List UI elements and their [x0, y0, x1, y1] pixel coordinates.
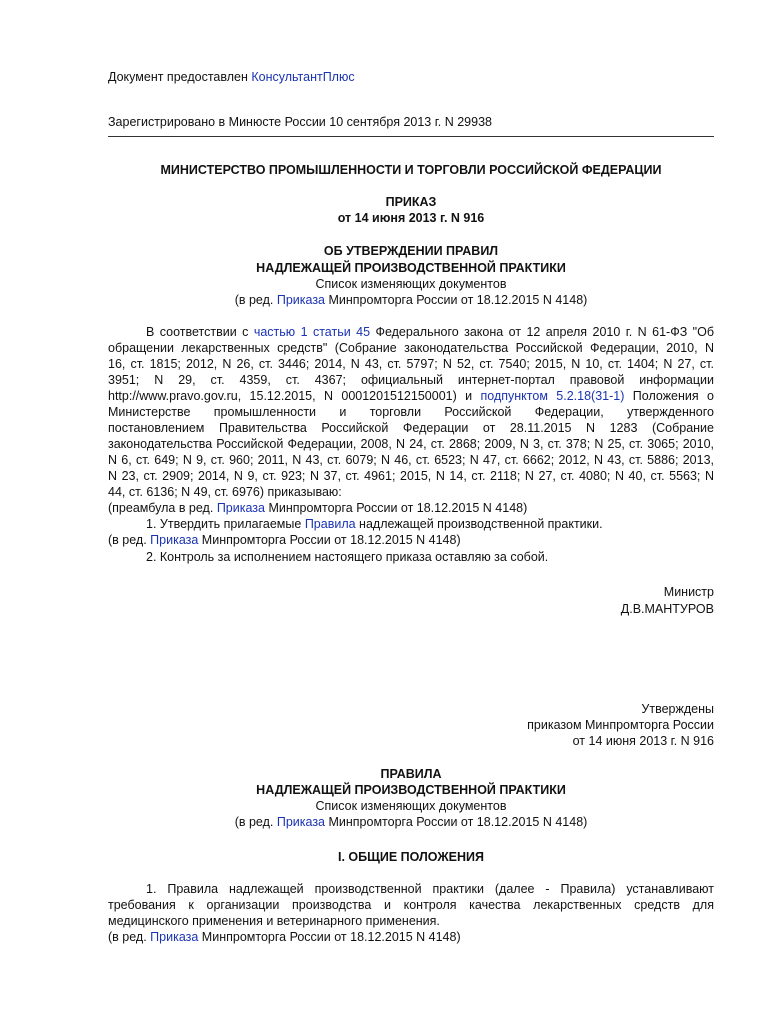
changes-list-label: Список изменяющих документов — [315, 277, 507, 291]
rules-title-line1: ПРАВИЛА — [380, 767, 442, 781]
item-text: надлежащей производственной практики. — [355, 517, 603, 531]
preamble-text: Положения о — [624, 389, 714, 403]
preamble-line-6: Министерстве промышленности и торговли Российской Федерации, утвержденного — [108, 405, 714, 419]
note-suffix: Минпромторга России от 18.12.2015 N 4148) — [264, 501, 528, 515]
rules-title-line2: НАДЛЕЖАЩЕЙ ПРОИЗВОДСТВЕННОЙ ПРАКТИКИ — [256, 783, 566, 797]
preamble-text: http://www.pravo.gov.ru, 15.12.2015, N 0001201512150001) и — [108, 389, 481, 403]
order-title-line2: НАДЛЕЖАЩЕЙ ПРОИЗВОДСТВЕННОЙ ПРАКТИКИ — [256, 261, 566, 275]
order-4148-link[interactable]: Приказа — [276, 293, 326, 307]
note-prefix: (в ред. — [108, 930, 151, 944]
rules-changes-label: Список изменяющих документов — [315, 799, 507, 813]
section-heading: I. ОБЩИЕ ПОЛОЖЕНИЯ — [337, 850, 484, 864]
item-2: 2. Контроль за исполнением настоящего приказа оставляю за собой. — [146, 550, 549, 564]
note-suffix: Минпромторга России от 18.12.2015 N 4148) — [325, 815, 588, 829]
provided-by-text: Документ предоставлен — [108, 70, 252, 84]
preamble-line-4: 3951; N 29, ст. 4359, ст. 4367; официальный интернет-портал правовой информации — [108, 373, 714, 387]
changes-note — [108, 292, 714, 308]
rules-p1-line-3: медицинского применения и ветеринарного применения. — [108, 914, 440, 928]
header-divider — [108, 136, 714, 137]
item-1-order-link[interactable]: Приказа — [150, 533, 199, 547]
rules-order-link[interactable]: Приказа — [276, 815, 326, 829]
preamble-text: В соответствии с — [146, 325, 254, 339]
preamble-note — [108, 500, 714, 516]
note-suffix: Минпромторга России от 18.12.2015 N 4148) — [198, 533, 461, 547]
preamble-line-11: 44, ст. 6136; N 49, ст. 6976) приказываю: — [108, 485, 342, 499]
preamble-line-5 — [108, 388, 714, 404]
note-prefix: (преамбула в ред. — [108, 501, 217, 515]
preamble-line-3: 16, ст. 1815; 2012, N 26, ст. 3446; 2014, N 43, ст. 5797; N 52, ст. 7540; 2015, N 10, ст. 1404; N 27, ст. — [108, 357, 714, 371]
preamble-order-link[interactable]: Приказа — [216, 501, 265, 515]
order-date: от 14 июня 2013 г. N 916 — [337, 211, 485, 225]
subclause-link[interactable]: подпунктом 5.2.18(31-1) — [480, 389, 625, 403]
order-title-line1: ОБ УТВЕРЖДЕНИИ ПРАВИЛ — [323, 244, 499, 258]
preamble-line-10: N 23, ст. 2909; 2014, N 9, ст. 923; N 37, ст. 4961; 2015, N 14, ст. 2118; N 27, ст. 4080; N 40, ст. 5563; N — [108, 469, 714, 483]
preamble-line-8: законодательства Российской Федерации, 2008, N 24, ст. 2868; 2009, N 3, ст. 378; N 25, ст. 3065; 2010, — [108, 437, 714, 451]
approval-line-3: от 14 июня 2013 г. N 916 — [572, 734, 714, 748]
note-prefix: (в ред. — [108, 533, 151, 547]
item-1-note — [108, 532, 714, 548]
note-suffix: Минпромторга России от 18.12.2015 N 4148) — [198, 930, 461, 944]
consultant-plus-link[interactable]: КонсультантПлюс — [251, 70, 355, 84]
order-type: ПРИКАЗ — [385, 195, 437, 209]
preamble-line-7: постановлением Правительства Российской Федерации от 28.11.2015 N 1283 (Собрание — [108, 421, 714, 435]
signer-role: Министр — [663, 585, 714, 599]
changes-note-prefix: (в ред. — [234, 293, 277, 307]
approval-line-2: приказом Минпромторга России — [527, 718, 714, 732]
note-prefix: (в ред. — [234, 815, 277, 829]
ministry-heading: МИНИСТЕРСТВО ПРОМЫШЛЕННОСТИ И ТОРГОВЛИ РОССИЙСКОЙ ФЕДЕРАЦИИ — [160, 163, 662, 177]
changes-note-suffix: Минпромторга России от 18.12.2015 N 4148) — [325, 293, 588, 307]
preamble-line-2: обращении лекарственных средств" (Собрание законодательства Российской Федерации, 2010, N — [108, 341, 714, 355]
rules-p1-note — [108, 929, 714, 945]
article-45-link[interactable]: частью 1 статьи 45 — [253, 325, 371, 339]
rules-p1-line-2: требования к организации производства и контроля качества лекарственных средств для — [108, 898, 714, 912]
registration-note: Зарегистрировано в Минюсте России 10 сентября 2013 г. N 29938 — [108, 115, 492, 129]
item-1 — [108, 516, 714, 532]
rules-p1-order-link[interactable]: Приказа — [150, 930, 199, 944]
preamble-text: Федерального закона от 12 апреля 2010 г. N 61-ФЗ "Об — [370, 325, 714, 339]
signer-name: Д.В.МАНТУРОВ — [620, 602, 714, 616]
approval-line-1: Утверждены — [641, 702, 714, 716]
preamble-line-1 — [108, 324, 714, 340]
rules-p1-line-1: 1. Правила надлежащей производственной практики (далее - Правила) устанавливают — [146, 882, 714, 896]
preamble-line-9: N 6, ст. 649; N 9, ст. 960; 2011, N 43, ст. 6079; N 46, ст. 6523; N 47, ст. 6662; 2012, N 43, ст. 5886; 2013, — [108, 453, 714, 467]
rules-link[interactable]: Правила — [304, 517, 356, 531]
provided-by-line — [108, 69, 714, 85]
rules-changes-note — [108, 814, 714, 830]
item-text: 1. Утвердить прилагаемые — [146, 517, 305, 531]
